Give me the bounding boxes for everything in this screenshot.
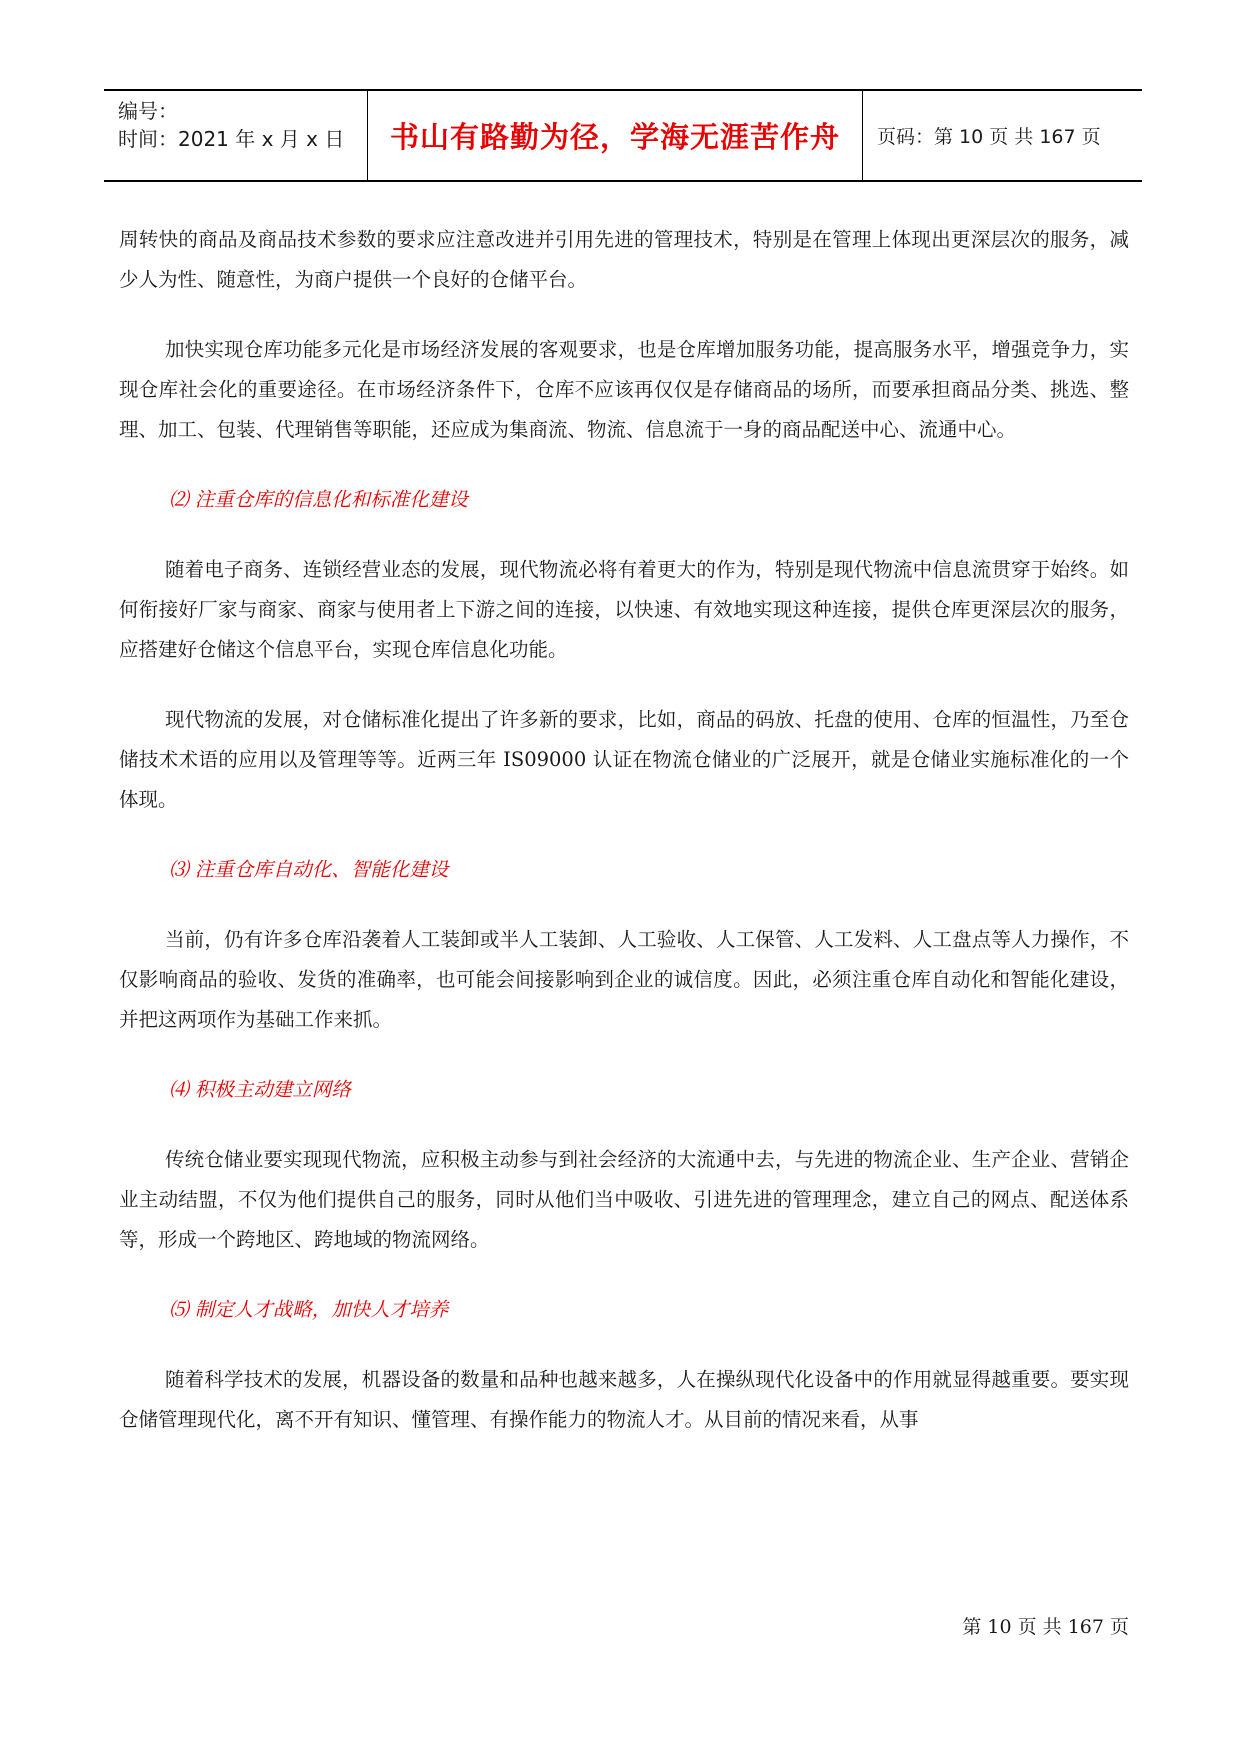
section-heading: ⑵ 注重仓库的信息化和标准化建设 [169, 488, 468, 511]
section-heading: ⑸ 制定人才战略，加快人才培养 [169, 1298, 449, 1321]
paragraph: 现代物流的发展，对仓储标准化提出了许多新的要求，比如，商品的码放、托盘的使用、仓库的恒温性，乃至仓储技术术语的应用以及管理等等。近两三年 IS09000 认证在物流仓储业的广泛展开，就是仓储业实施标准化的一个体现。 [119, 708, 1129, 811]
page-header [104, 89, 1142, 182]
document-date: 时间：2021 年 x 月 x 日 [118, 127, 345, 151]
paragraph: 当前，仍有许多仓库沿袭着人工装卸或半人工装卸、人工验收、人工保管、人工发料、人工盘点等人力操作，不仅影响商品的验收、发货的准确率，也可能会间接影响到企业的诚信度。因此，必须注重仓库自动化和智能化建设，并把这两项作为基础工作来抓。 [119, 928, 1129, 1031]
header-page-info: 页码：第 10 页 共 167 页 [877, 126, 1101, 148]
header-motto: 书山有路勤为径，学海无涯苦作舟 [368, 91, 863, 180]
document-body [119, 220, 1129, 1440]
page-footer: 第 10 页 共 167 页 [962, 1616, 1129, 1638]
paragraph: 加快实现仓库功能多元化是市场经济发展的客观要求，也是仓库增加服务功能，提高服务水平，增强竞争力，实现仓库社会化的重要途径。在市场经济条件下，仓库不应该再仅仅是存储商品的场所，而要承担商品分类、挑选、整理、加工、包装、代理销售等职能，还应成为集商流、物流、信息流于一身的商品配送中心、流通中心。 [119, 338, 1129, 441]
document-number-label: 编号： [118, 99, 178, 123]
paragraph: 随着科学技术的发展，机器设备的数量和品种也越来越多，人在操纵现代化设备中的作用就显得越重要。要实现仓储管理现代化，离不开有知识、懂管理、有操作能力的物流人才。从目前的情况来看，从事 [119, 1368, 1129, 1431]
section-heading: ⑶ 注重仓库自动化、智能化建设 [169, 858, 449, 881]
paragraph: 周转快的商品及商品技术参数的要求应注意改进并引用先进的管理技术，特别是在管理上体现出更深层次的服务，减少人为性、随意性，为商户提供一个良好的仓储平台。 [119, 228, 1129, 291]
paragraph: 随着电子商务、连锁经营业态的发展，现代物流必将有着更大的作为，特别是现代物流中信息流贯穿于始终。如何衔接好厂家与商家、商家与使用者上下游之间的连接，以快速、有效地实现这种连接，提供仓库更深层次的服务，应搭建好仓储这个信息平台，实现仓库信息化功能。 [119, 558, 1129, 661]
header-meta [104, 91, 368, 180]
paragraph: 传统仓储业要实现现代物流，应积极主动参与到社会经济的大流通中去，与先进的物流企业、生产企业、营销企业主动结盟，不仅为他们提供自己的服务，同时从他们当中吸收、引进先进的管理理念，建立自己的网点、配送体系等，形成一个跨地区、跨地域的物流网络。 [119, 1148, 1129, 1251]
section-heading: ⑷ 积极主动建立网络 [169, 1078, 351, 1101]
